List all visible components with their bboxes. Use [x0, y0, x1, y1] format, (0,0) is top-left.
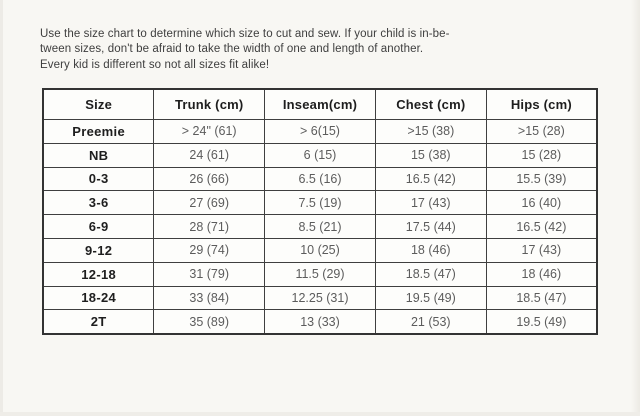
hips-cell: 18 (46) — [486, 262, 597, 286]
page-edge-left — [0, 0, 3, 416]
chest-cell: 21 (53) — [375, 310, 486, 334]
inseam-cell: 12.25 (31) — [265, 286, 376, 310]
column-header-inseam: Inseam(cm) — [265, 89, 376, 120]
hips-cell: 17 (43) — [486, 238, 597, 262]
intro-line-1: Use the size chart to determine which size to cut and sew. If your child is in-be- — [40, 28, 450, 40]
size-cell: 9-12 — [43, 238, 154, 262]
trunk-cell: 29 (74) — [154, 238, 265, 262]
size-cell: 3-6 — [43, 191, 154, 215]
size-cell: 18-24 — [43, 286, 154, 310]
chest-cell: 19.5 (49) — [375, 286, 486, 310]
hips-cell: >15 (28) — [486, 120, 597, 144]
inseam-cell: 10 (25) — [265, 238, 376, 262]
trunk-cell: > 24" (61) — [154, 120, 265, 144]
column-header-trunk: Trunk (cm) — [154, 89, 265, 120]
chest-cell: 15 (38) — [375, 143, 486, 167]
size-cell: 2T — [43, 310, 154, 334]
size-cell: NB — [43, 143, 154, 167]
page-edge-right — [631, 0, 640, 416]
size-cell: 12-18 — [43, 262, 154, 286]
size-cell: 6-9 — [43, 215, 154, 239]
chest-cell: 17.5 (44) — [375, 215, 486, 239]
column-header-size: Size — [43, 89, 154, 120]
table-row-12-18 — [43, 262, 597, 286]
intro-line-3: Every kid is different so not all sizes fit alike! — [40, 58, 270, 71]
table-row-9-12 — [43, 238, 597, 262]
table-row-2t — [43, 310, 597, 334]
trunk-cell: 26 (66) — [154, 167, 265, 191]
table-row-nb — [43, 143, 597, 167]
inseam-cell: 7.5 (19) — [265, 191, 376, 215]
chest-cell: 16.5 (42) — [375, 167, 486, 191]
page-edge-bottom — [0, 412, 640, 416]
inseam-cell: 8.5 (21) — [265, 215, 376, 239]
table-row-18-24 — [43, 286, 597, 310]
inseam-cell: 11.5 (29) — [265, 262, 376, 286]
table-row-0-3 — [43, 167, 597, 191]
header-row — [43, 89, 597, 120]
hips-cell: 18.5 (47) — [486, 286, 597, 310]
hips-cell: 16 (40) — [486, 191, 597, 215]
chest-cell: 18.5 (47) — [375, 262, 486, 286]
hips-cell: 19.5 (49) — [486, 310, 597, 334]
intro-text — [40, 27, 450, 73]
size-cell: 0-3 — [43, 167, 154, 191]
hips-cell: 15 (28) — [486, 143, 597, 167]
hips-cell: 16.5 (42) — [486, 215, 597, 239]
trunk-cell: 28 (71) — [154, 215, 265, 239]
hips-cell: 15.5 (39) — [486, 167, 597, 191]
size-chart-table — [42, 88, 598, 335]
inseam-cell: 13 (33) — [265, 310, 376, 334]
trunk-cell: 27 (69) — [154, 191, 265, 215]
chest-cell: 18 (46) — [375, 238, 486, 262]
column-header-chest: Chest (cm) — [375, 89, 486, 120]
chest-cell: 17 (43) — [375, 191, 486, 215]
trunk-cell: 33 (84) — [154, 286, 265, 310]
intro-line-2: tween sizes, don't be afraid to take the width of one and length of another. — [40, 43, 424, 56]
trunk-cell: 31 (79) — [154, 262, 265, 286]
trunk-cell: 35 (89) — [154, 310, 265, 334]
table-row-3-6 — [43, 191, 597, 215]
trunk-cell: 24 (61) — [154, 143, 265, 167]
table-row-6-9 — [43, 215, 597, 239]
inseam-cell: 6 (15) — [265, 143, 376, 167]
inseam-cell: > 6(15) — [265, 120, 376, 144]
size-cell: Preemie — [43, 120, 154, 144]
table-row-preemie — [43, 120, 597, 144]
column-header-hips: Hips (cm) — [486, 89, 597, 120]
inseam-cell: 6.5 (16) — [265, 167, 376, 191]
chest-cell: >15 (38) — [375, 120, 486, 144]
